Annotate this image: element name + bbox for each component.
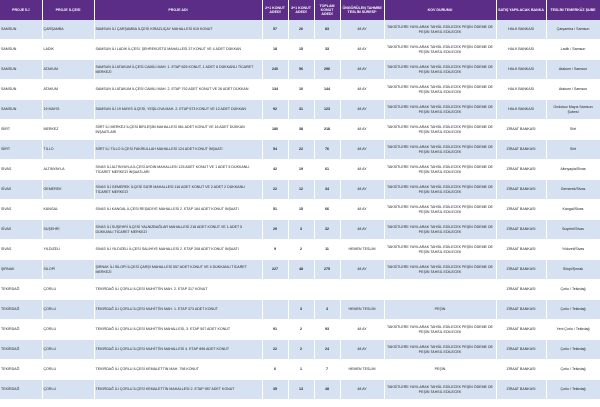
table-cell: HEMEN TESLİM [340,300,384,320]
table-cell: 2 [288,240,314,260]
table-cell: 83 [314,20,340,40]
table-cell: TAKSİTLERE YAYILARAK TAHSİL EDİLECEK PEŞİN ÖDEME DE PEŞİN TAHSİL EDİLECEK [384,200,496,220]
table-cell: 56 [288,60,314,80]
table-cell: MERKEZ [42,120,94,140]
table-cell: Kangal/Sivas [546,200,600,220]
table-cell: 29 [262,220,288,240]
table-cell: Atakum / Samsun [546,80,600,100]
table-cell: 51 [262,200,288,220]
table-cell: 48 [314,380,340,400]
table-cell: ZİRAAT BANKASI [496,280,546,300]
table-cell: 10 [288,80,314,100]
table-cell: ZİRAAT BANKASI [496,220,546,240]
table-cell: 38 [288,120,314,140]
table-cell: 7 [314,360,340,380]
table-cell [262,280,288,300]
table-cell: TİLLO [42,140,94,160]
table-cell: Çorlu / Tekirdağ [546,380,600,400]
table-cell: TAKSİTLERE YAYILARAK TAHSİL EDİLECEK PEŞİN ÖDEME DE PEŞİN TAHSİL EDİLECEK [384,180,496,200]
table-cell: SAMSUN [0,20,42,40]
table-cell: SİVAS İLİ YILDIZELİ İLÇESİ SALİHİYE MAHALLESİ 2. ETAP 208 ADET KONUT İNŞAATI [94,240,262,260]
table-cell: Gemerek/Sivas [546,180,600,200]
table-cell: ZİRAAT BANKASI [496,380,546,400]
table-cell: 42 [262,160,288,180]
table-cell: 32 [314,220,340,240]
table-cell: 22 [262,340,288,360]
table-cell: TAKSİTLERE YAYILARAK TAHSİL EDİLECEK PEŞİN ÖDEME DE PEŞİN TAHSİL EDİLECEK [384,100,496,120]
table-cell: 144 [314,80,340,100]
table-cell: ATAKUM [42,80,94,100]
table-cell [340,280,384,300]
table-cell: TEKİRDAĞ İLİ ÇORLU İLÇESİ MUHİTTİN MAHALLESİ 4. ETAP 896 ADET KONUT [94,340,262,360]
table-cell: ZİRAAT BANKASI [496,340,546,360]
table-cell: SAMSUN [0,60,42,80]
table-row [0,80,600,100]
table-cell: SAMSUN [0,80,42,100]
table-row [0,300,600,320]
table-row [0,260,600,280]
table-cell: SİİRT İLİ MERKEZ İLÇESİ BİRLEŞİM MAHALLESİ 561 ADET KONUT VE 16 ADET DÜKKAN İNŞAATLARI [94,120,262,140]
table-cell: TAKSİTLERE YAYILARAK TAHSİL EDİLECEK PEŞİN ÖDEME DE PEŞİN TAHSİL EDİLECEK [384,140,496,160]
table-cell: Çarşamba / Samsun [546,20,600,40]
table-cell: 91 [262,320,288,340]
table-row [0,60,600,80]
table-cell: 31 [288,100,314,120]
table-cell: SİİRT İLİ TİLLO İLÇESİ FAKİRULLAH MAHALLESİ 124 ADET KONUT İNŞAATI [94,140,262,160]
table-cell: SİİRT [0,120,42,140]
table-cell: 218 [314,120,340,140]
table-cell: ÇORLU [42,360,94,380]
table-cell: TAKSİTLERE YAYILARAK TAHSİL EDİLECEK PEŞİN ÖDEME DE PEŞİN TAHSİL EDİLECEK [384,40,496,60]
table-cell: 48 AY [340,220,384,240]
table-row [0,40,600,60]
table-row [0,160,600,180]
table-cell: ZİRAAT BANKASI [496,260,546,280]
table-cell: 134 [262,80,288,100]
table-cell: SAMSUN İLİ ATAKUM İLÇESİ CAMİLİ MAH. 1. ETAP 825 KONUT, 1 ADET 6 DÜKKANLI TİCARET MERKEZİ [94,60,262,80]
table-cell: 240 [262,60,288,80]
table-cell: 48 AY [340,20,384,40]
table-cell [288,280,314,300]
table-row [0,200,600,220]
table-cell: TEKİRDAĞ [0,380,42,400]
table-cell: HALK BANKASI [496,80,546,100]
column-header: ÖNGÖRÜLEN TAHMİNİ TESLİM SÜRESİ* [340,0,384,20]
table-cell: 22 [288,140,314,160]
table-cell: 296 [314,60,340,80]
column-header: 2+1 KONUT ADEDİ [262,0,288,20]
table-cell: 15 [288,200,314,220]
table-cell: 19 [288,160,314,180]
table-cell: TEKİRDAĞ [0,280,42,300]
table-cell: 48 AY [340,80,384,100]
table-cell: TAKSİTLERE YAYILARAK TAHSİL EDİLECEK PEŞİN ÖDEME DE PEŞİN TAHSİL EDİLECEK [384,160,496,180]
table-row [0,180,600,200]
table-cell: 57 [262,20,288,40]
table-cell: SİVAS İLİ SUŞEHRİ İLÇESİ YALNIZBAĞLAR MAHALLESİ 218 ADET KONUT VE 1 ADET 5 DÜKKANLI TİCARET MERKEZİ [94,220,262,240]
table-cell: Ondokuz Mayıs Samsun Şubesi [546,100,600,120]
table-cell: Çorlu / Tekirdağ [546,300,600,320]
table-cell: Siirt [546,120,600,140]
table-cell: ÇORLU [42,280,94,300]
table-cell: 22 [262,180,288,200]
table-cell: SİVAS İLİ KANGAL İLÇESİ REŞADİYE MAHALLESİ 2. ETAP 184 ADET KONUT İNŞAATI [94,200,262,220]
table-cell: TEKİRDAĞ İLİ ÇORLU İLÇESİ MUHİTTİN MAH. 2. ETAP 317 KONUT [94,280,262,300]
column-header: PROJE İLÇESİ [42,0,94,20]
table-cell: 13 [288,380,314,400]
table-cell: 48 AY [340,40,384,60]
table-row [0,320,600,340]
column-header: SATIŞ YAPILACAK BANKA [496,0,546,20]
table-cell: HALK BANKASI [496,60,546,80]
table-row [0,380,600,400]
table-cell: 48 AY [340,60,384,80]
table-cell: 48 [288,260,314,280]
column-header: PROJE ADI [94,0,262,20]
table-row [0,280,600,300]
table-cell: TEKİRDAĞ İLİ ÇORLU İLÇESİ MUHİTTİN MAHALLESİ, 3. ETAP 507 ADET KONUT [94,320,262,340]
table-row [0,360,600,380]
table-cell: 9 [262,240,288,260]
table-cell: 48 AY [340,200,384,220]
column-header: TESLİM TEMERKÜZ ŞUBE [546,0,600,20]
table-cell: 92 [262,100,288,120]
table-cell: 2 [288,320,314,340]
table-cell: ÇARŞAMBA [42,20,94,40]
table-cell: TEKİRDAĞ [0,360,42,380]
table-cell: 12 [288,180,314,200]
table-cell: 180 [262,120,288,140]
table-cell: 48 AY [340,120,384,140]
table-cell: SİVAS [0,220,42,240]
table-cell: PEŞİN [384,300,496,320]
table-cell: TAKSİTLERE YAYILARAK TAHSİL EDİLECEK PEŞİN ÖDEME DE PEŞİN TAHSİL EDİLECEK [384,120,496,140]
table-cell: Çorlu / Tekirdağ [546,340,600,360]
table-cell: ZİRAAT BANKASI [496,200,546,220]
table-cell: 1 [288,360,314,380]
table-cell: ZİRAAT BANKASI [496,120,546,140]
table-cell: SİİRT [0,140,42,160]
table-cell: TAKSİTLERE YAYILARAK TAHSİL EDİLECEK PEŞİN ÖDEME DE PEŞİN TAHSİL EDİLECEK [384,320,496,340]
table-cell: 2 [288,340,314,360]
table-cell: ZİRAAT BANKASI [496,300,546,320]
table-cell: ZİRAAT BANKASI [496,180,546,200]
table-cell: 48 AY [340,160,384,180]
table-cell: HALK BANKASI [496,20,546,40]
table-cell: SİVAS [0,240,42,260]
table-row [0,20,600,40]
table-cell: ZİRAAT BANKASI [496,320,546,340]
table-cell: SİVAS [0,160,42,180]
table-cell: Silopi/Şırnak [546,260,600,280]
column-header: KOV DURUMU [384,0,496,20]
table-cell: 48 AY [340,140,384,160]
table-row [0,100,600,120]
table-cell: SUŞEHRİ [42,220,94,240]
table-cell: SİVAS İLİ GEMEREK İLÇESİ SIZIR MAHALLESİ 116 ADET KONUT VE 2 ADET 2 DÜKKANLI TİCARET MERKEZİ [94,180,262,200]
table-row [0,140,600,160]
table-cell: TAKSİTLERE YAYILARAK TAHSİL EDİLECEK PEŞİN ÖDEME DE PEŞİN TAHSİL EDİLECEK [384,340,496,360]
table-cell: TEKİRDAĞ İLİ ÇORLU İLÇESİ KEMALETTİN MAHALLESİ 2. ETAP 987 ADET KONUT [94,380,262,400]
table-cell: 3 [314,300,340,320]
table-row [0,240,600,260]
table-cell: 11 [314,240,340,260]
table-row [0,220,600,240]
table-cell: TAKSİTLERE YAYILARAK TAHSİL EDİLECEK PEŞİN ÖDEME DE PEŞİN TAHSİL EDİLECEK [384,240,496,260]
table-cell: TEKİRDAĞ İLİ ÇORLU İLÇESİ MUHİTTİN MAH. 1. ETAP 373 ADET KONUT [94,300,262,320]
table-cell: HALK BANKASI [496,100,546,120]
table-cell: Çorlu / Tekirdağ [546,360,600,380]
table-cell: TAKSİTLERE YAYILARAK TAHSİL EDİLECEK PEŞİN ÖDEME DE PEŞİN TAHSİL EDİLECEK [384,60,496,80]
table-cell: ALTINYAYLA [42,160,94,180]
table-cell: ZİRAAT BANKASI [496,360,546,380]
table-cell: TAKSİTLERE YAYILARAK TAHSİL EDİLECEK PEŞİN ÖDEME DE PEŞİN TAHSİL EDİLECEK [384,80,496,100]
table-cell: 61 [314,160,340,180]
table-cell: SİVAS [0,180,42,200]
table-cell: 33 [314,40,340,60]
table-cell: Çorlu / Tekirdağ [546,280,600,300]
column-header: 3+1 KONUT ADEDİ [288,0,314,20]
table-cell: 34 [314,180,340,200]
table-cell: 48 AY [340,320,384,340]
table-cell [384,280,496,300]
table-cell: Yeni Çorlu / Tekirdağ [546,320,600,340]
table-cell: Ladik / Samsun [546,40,600,60]
table-cell: Yıldızeli/Sivas [546,240,600,260]
table-cell: TEKİRDAĞ [0,340,42,360]
header-row [0,0,600,20]
table-cell: 26 [288,20,314,40]
table-cell: 19 MAYIS [42,100,94,120]
table-cell: SAMSUN İLİ ÇARŞAMBA İLÇESİ KIRAZLIÇAY MAHALLESİ 615 KONUT [94,20,262,40]
table-cell: 66 [314,200,340,220]
table-cell [314,280,340,300]
table-cell: SAMSUN İLİ ATAKUM İLÇESİ CAMİLİ MAH. 2. ETAP 792 ADET KONUT VE 26 ADET DÜKKAN [94,80,262,100]
table-cell: 123 [314,100,340,120]
table-cell: Altınyayla/Sivas [546,160,600,180]
table-cell: Atakum / Samsun [546,60,600,80]
table-cell: TAKSİTLERE YAYILARAK TAHSİL EDİLECEK PEŞİN ÖDEME DE PEŞİN TAHSİL EDİLECEK [384,220,496,240]
table-row [0,340,600,360]
table-cell: 18 [262,40,288,60]
table-cell: SAMSUN [0,100,42,120]
table-cell: 275 [314,260,340,280]
table-cell: 6 [262,360,288,380]
table-cell [262,300,288,320]
table-cell: ZİRAAT BANKASI [496,160,546,180]
table-cell: SAMSUN [0,40,42,60]
table-cell: PEŞİN [384,360,496,380]
table-cell: Suşehri/Sivas [546,220,600,240]
table-cell: YILDIZELİ [42,240,94,260]
table-cell: TEKİRDAĞ İLİ ÇORLU İLÇESİ KEMALETTİN MAH. 798 KONUT [94,360,262,380]
table-cell: 48 AY [340,380,384,400]
table-cell: 227 [262,260,288,280]
table-cell: Siirt [546,140,600,160]
table-body [0,20,600,400]
table-cell: HALK BANKASI [496,40,546,60]
table-cell: SAMSUN İLİ 19 MAYIS İLÇESİ, YEŞİLOVA MAH. 2. ETAP 573 KONUT VE 12 ADET DÜKKAN [94,100,262,120]
table-cell: ŞIRNAK İLİ SİLOPİ İLÇESİ ÇARŞI MAHALLESİ 557 ADET KONUT VE 4 DÜKKANLI TİCARET MERKEZİ [94,260,262,280]
table-cell: SAMSUN İLİ LADİK İLÇESİ, ŞEHREKÜSTÜ MAHALLESİ 37 KONUT VE 4 ADET DÜKKAN [94,40,262,60]
table-cell: 3 [288,300,314,320]
table-cell: ÇORLU [42,380,94,400]
table-cell: 93 [314,320,340,340]
table-cell: TAKSİTLERE YAYILARAK TAHSİL EDİLECEK PEŞİN ÖDEME DE PEŞİN TAHSİL EDİLECEK [384,380,496,400]
table-cell: ŞIRNAK [0,260,42,280]
table-cell: HEMEN TESLİM [340,240,384,260]
table-cell: 3 [288,220,314,240]
table-cell: TEKİRDAĞ [0,300,42,320]
table-cell: LADİK [42,40,94,60]
table-cell: ÇORLU [42,300,94,320]
table-cell: 48 AY [340,260,384,280]
table-cell: 24 [314,340,340,360]
table-cell: ZİRAAT BANKASI [496,240,546,260]
table-cell: ZİRAAT BANKASI [496,140,546,160]
table-cell: 48 AY [340,340,384,360]
table-cell: 15 [288,40,314,60]
table-cell: GEMEREK [42,180,94,200]
table-cell: SİVAS [0,200,42,220]
table-cell: 54 [262,140,288,160]
table-row [0,120,600,140]
table-cell: SİLOPİ [42,260,94,280]
table-cell: TEKİRDAĞ [0,320,42,340]
table-cell: HEMEN TESLİM [340,360,384,380]
table-cell: 48 AY [340,180,384,200]
table-cell: TAKSİTLERE YAYILARAK TAHSİL EDİLECEK PEŞİN ÖDEME DE PEŞİN TAHSİL EDİLECEK [384,260,496,280]
table-cell: KANGAL [42,200,94,220]
table-cell: 76 [314,140,340,160]
column-header: PROJE İLİ [0,0,42,20]
table-cell: TAKSİTLERE YAYILARAK TAHSİL EDİLECEK PEŞİN ÖDEME DE PEŞİN TAHSİL EDİLECEK [384,20,496,40]
table-cell: ATAKUM [42,60,94,80]
table-cell: SİVAS İLİ ALTINYAYLA İLÇESİ AYDIN MAHALLESİ 125 ADET KONUT VE 1 ADET 5 DÜKKANLI TİCARET MERKEZİ İNŞAATLARI [94,160,262,180]
table-cell: ÇORLU [42,340,94,360]
table-cell: 35 [262,380,288,400]
table-cell: 48 AY [340,100,384,120]
table-cell: ÇORLU [42,320,94,340]
column-header: TOPLAM KONUT ADEDİ [314,0,340,20]
